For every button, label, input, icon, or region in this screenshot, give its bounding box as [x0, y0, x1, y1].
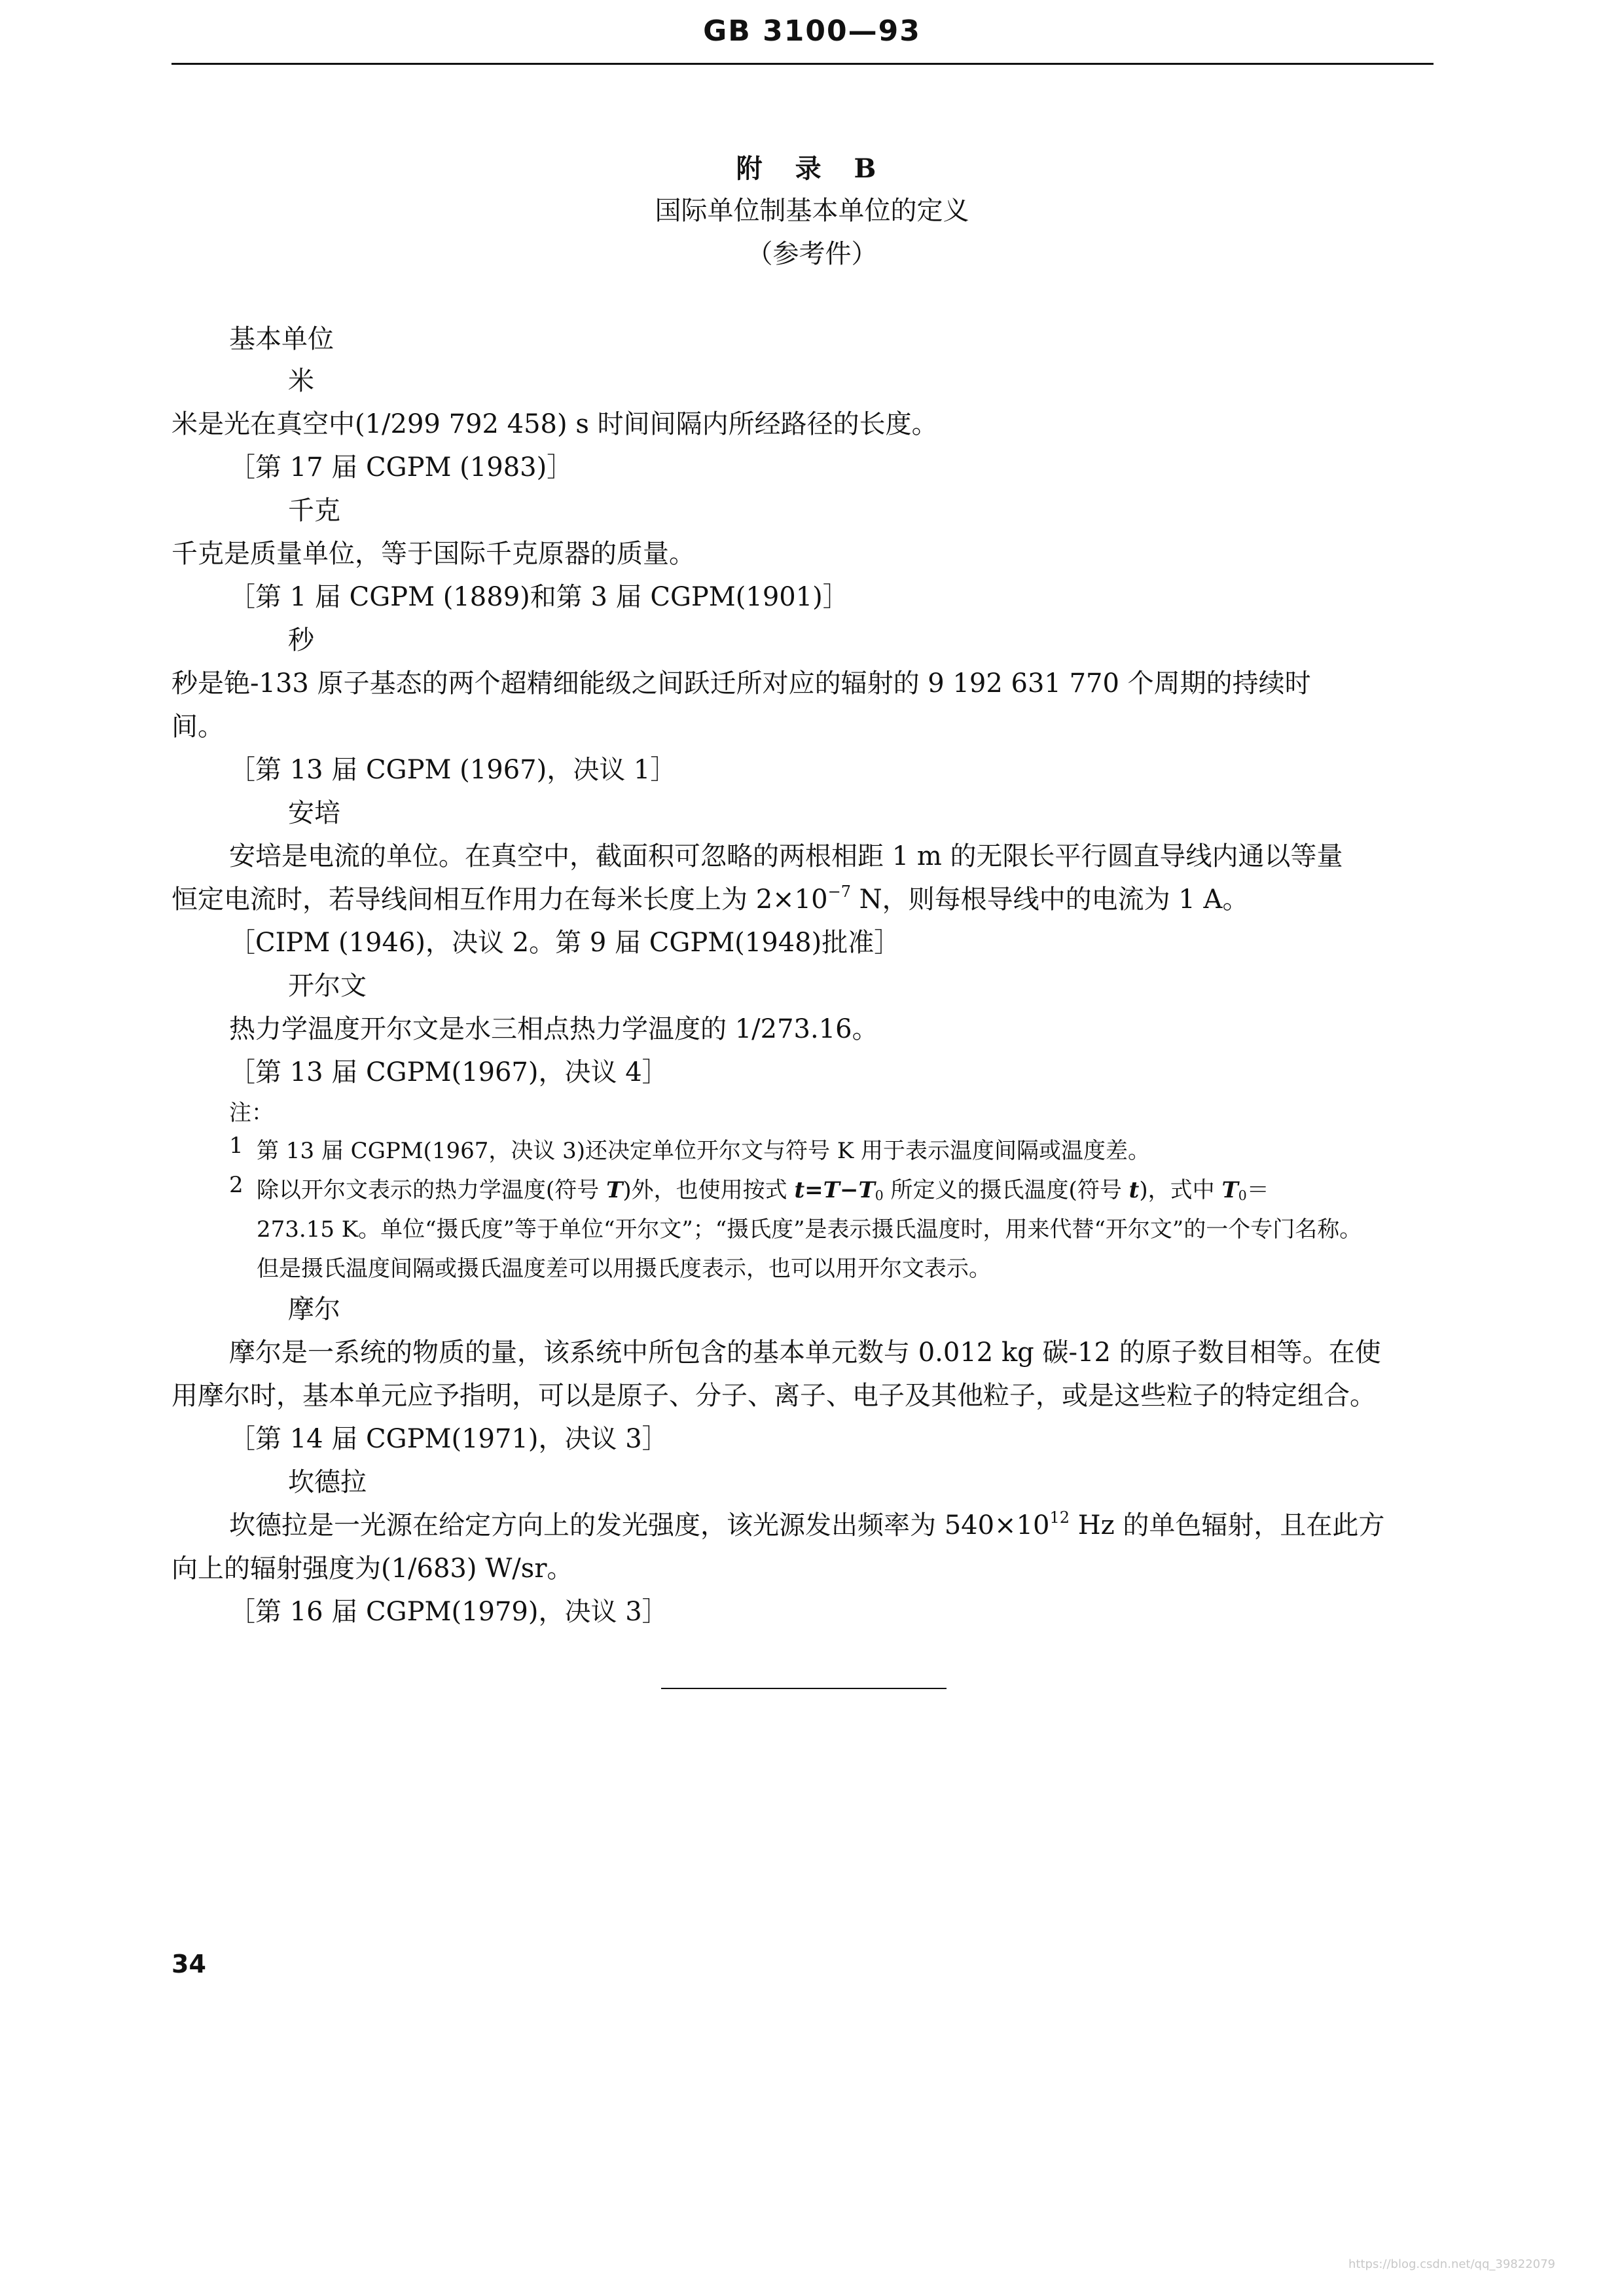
- appendix-label: 附 录 B: [736, 153, 888, 184]
- unit-definition-mole-cont: 用摩尔时，基本单元应予指明，可以是原子、分子、离子、电子及其他粒子，或是这些粒子的特定组合。: [171, 1381, 1376, 1411]
- unit-definition-ampere: 安培是电流的单位。在真空中，截面积可忽略的两根相距 1 m 的无限长平行圆直导线内通以等量: [229, 841, 1343, 871]
- page-number: 34: [171, 1950, 206, 1978]
- unit-name-kilogram: 千克: [288, 496, 340, 526]
- unit-name-mole: 摩尔: [288, 1294, 340, 1324]
- unit-reference-kilogram: ［第 1 届 CGPM (1889)和第 3 届 CGPM(1901)］: [229, 582, 849, 612]
- unit-name-kelvin: 开尔文: [288, 971, 367, 1001]
- unit-name-candela: 坎德拉: [288, 1467, 367, 1497]
- unit-reference-kelvin: ［第 13 届 CGPM(1967)，决议 4］: [229, 1057, 668, 1087]
- unit-definition-kelvin: 热力学温度开尔文是水三相点热力学温度的 1/273.16。: [229, 1014, 878, 1044]
- unit-definition-second: 秒是铯-133 原子基态的两个超精细能级之间跃迁所对应的辐射的 9 192 631 770 个周期的持续时: [171, 668, 1311, 699]
- unit-definition-kilogram: 千克是质量单位，等于国际千克原器的质量。: [171, 539, 695, 569]
- unit-name-ampere: 安培: [288, 798, 340, 828]
- watermark: https://blog.csdn.net/qq_39822079: [1348, 2257, 1556, 2271]
- unit-reference-candela: ［第 16 届 CGPM(1979)，决议 3］: [229, 1597, 668, 1627]
- end-rule: [661, 1688, 947, 1689]
- unit-reference-mole: ［第 14 届 CGPM(1971)，决议 3］: [229, 1424, 668, 1454]
- unit-definition-ampere-cont: 恒定电流时，若导线间相互作用力在每米长度上为 $2\times 10^{-7}$ N，则每根导线中的电流为 1 A。: [171, 883, 1249, 915]
- unit-name-second: 秒: [288, 625, 314, 655]
- appendix-note: （参考件）: [746, 239, 878, 269]
- unit-definition-second-cont: 间。: [171, 712, 224, 742]
- unit-name-metre: 米: [288, 366, 314, 396]
- appendix-title: 国际单位制基本单位的定义: [655, 196, 969, 226]
- unit-reference-metre: ［第 17 届 CGPM (1983)］: [229, 452, 573, 483]
- unit-reference-ampere: ［CIPM (1946)，决议 2。第 9 届 CGPM(1948)批准］: [229, 928, 901, 958]
- note-1-text: 第 13 届 CGPM(1967，决议 3)还决定单位开尔文与符号 K 用于表示温度间隔或温度差。: [257, 1138, 1151, 1164]
- unit-reference-second: ［第 13 届 CGPM (1967)，决议 1］: [229, 755, 677, 785]
- unit-definition-metre: 米是光在真空中(1/299 792 458) s 时间间隔内所经路径的长度。: [171, 409, 938, 439]
- unit-definition-mole: 摩尔是一系统的物质的量，该系统中所包含的基本单元数与 0.012 kg 碳-12 的原子数目相等。在使: [229, 1338, 1381, 1368]
- unit-definition-candela-cont: 向上的辐射强度为(1/683) W/sr。: [171, 1554, 573, 1584]
- header-divider: [171, 63, 1434, 65]
- note-2-line-1: 除以开尔文表示的热力学温度(符号 T)外，也使用按式 $t=T-T_0$ 所定义的摄氏温度(符号 t)，式中 $T_0=$: [257, 1177, 1269, 1204]
- section-heading: 基本单位: [229, 324, 334, 354]
- note-2-number: 2: [229, 1172, 244, 1198]
- standard-code-header: GB 3100—93: [703, 14, 921, 48]
- notes-heading: 注：: [229, 1100, 274, 1126]
- unit-definition-candela: 坎德拉是一光源在给定方向上的发光强度，该光源发出频率为 $540\times 10^{12}$ Hz 的单色辐射，且在此方: [229, 1508, 1385, 1540]
- note-2-line-3: 但是摄氏温度间隔或摄氏温度差可以用摄氏度表示，也可以用开尔文表示。: [257, 1256, 991, 1282]
- note-1-number: 1: [229, 1133, 244, 1159]
- note-2-line-2: 273.15 K。单位“摄氏度”等于单位“开尔文”；“摄氏度”是表示摄氏温度时，用来代替“开尔文”的一个专门名称。: [257, 1216, 1362, 1243]
